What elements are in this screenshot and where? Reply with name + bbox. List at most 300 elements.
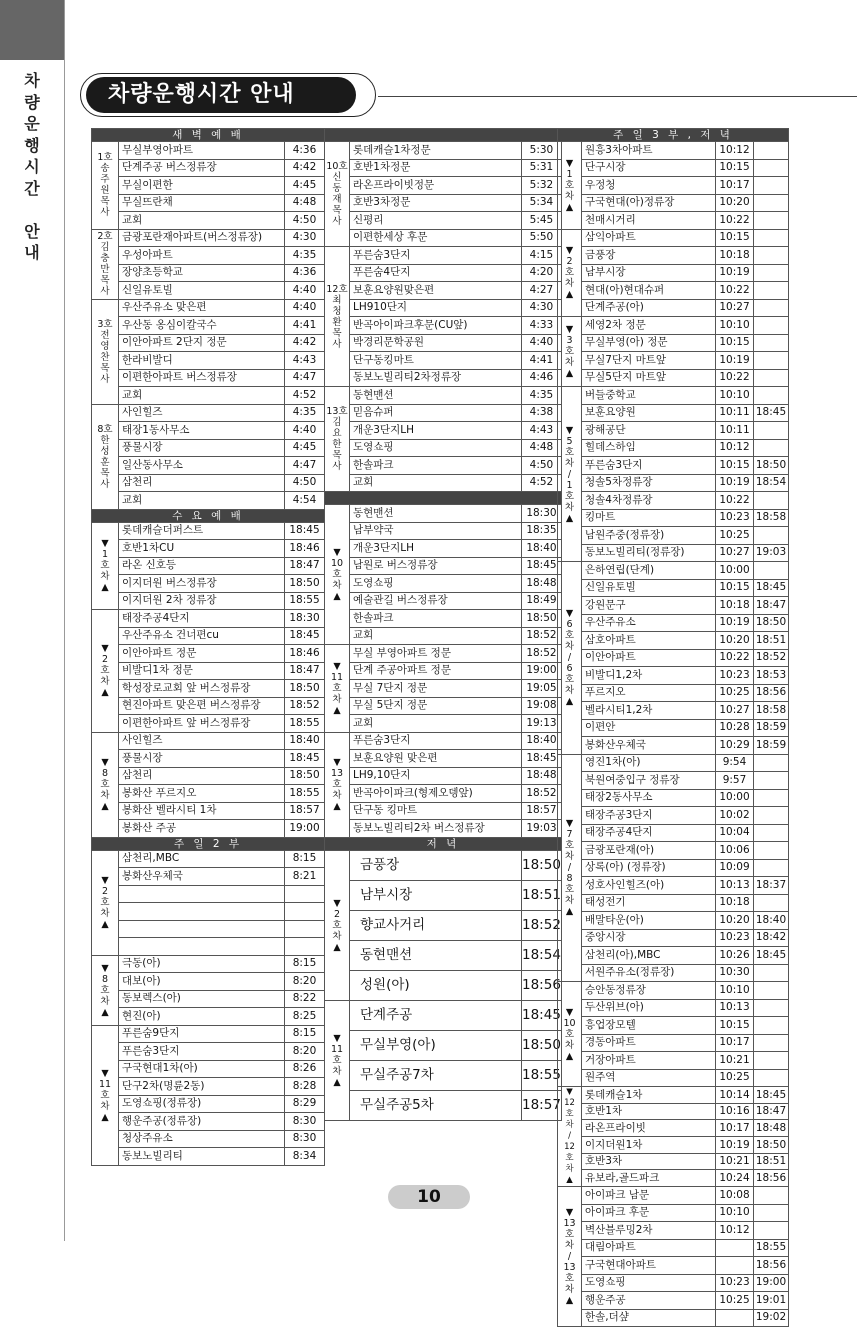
vehicle-label-part: 주 [100, 174, 110, 186]
departure-time: 10:19 [716, 614, 754, 632]
departure-time: 18:57 [285, 802, 325, 820]
vehicle-label-part: 차 [564, 641, 575, 653]
stop-name: 중앙시장 [582, 929, 716, 947]
stop-name: 성원(아) [350, 970, 522, 1000]
schedule-table [557, 128, 789, 1327]
vehicle-label-part: 3 [566, 335, 573, 346]
departure-time: 10:20 [716, 912, 754, 930]
evening-time: 19:03 [754, 544, 789, 562]
stop-name: 태장2동사무소 [582, 789, 716, 807]
stop-name: 신평리 [350, 212, 522, 230]
vehicle-label-part: 차 [332, 693, 342, 705]
departure-time: 8:29 [285, 1095, 325, 1113]
schedule-column-2 [324, 128, 562, 1121]
table-row [558, 387, 789, 405]
section-header [325, 129, 562, 142]
stop-name: 이편한아파트 앞 버스정류장 [119, 715, 285, 733]
vehicle-label-part: 호 [565, 1153, 574, 1163]
stop-name: LH9,10단지 [350, 767, 522, 785]
departure-time: 18:46 [285, 645, 325, 663]
table-row [558, 1292, 789, 1310]
vehicle-label-part: 차 [332, 790, 342, 801]
stop-name: 청상주유소 [119, 1130, 285, 1148]
vehicle-label-part: 사 [332, 216, 342, 227]
vehicle-label [325, 142, 350, 247]
vehicle-label-part: 동 [332, 183, 342, 194]
vehicle-label-part: 차 [565, 1164, 574, 1174]
table-row [558, 247, 789, 265]
stop-name: 박경리문학공원 [350, 334, 522, 352]
vehicle-label-part: ▲ [565, 512, 574, 524]
table-row [558, 824, 789, 842]
table-row [558, 509, 789, 527]
departure-time: 10:18 [716, 894, 754, 912]
stop-name: 반곡아이파크후문(CU앞) [350, 317, 522, 335]
departure-time: 10:11 [716, 404, 754, 422]
stop-name: 북원여중입구 정류장 [582, 772, 716, 790]
departure-time: 4:36 [285, 264, 325, 282]
departure-time: 5:30 [522, 142, 562, 160]
departure-time: 18:54 [522, 940, 562, 970]
stop-name: 무실부영(아) [350, 1030, 522, 1060]
page-number: 10 [388, 1185, 470, 1209]
stop-name: 금광포란재아파트(버스정류장) [119, 229, 285, 247]
stop-name: 무실부영(아) 정문 [582, 334, 716, 352]
vehicle-label-part: 호 [100, 779, 110, 790]
vehicle-label [92, 1025, 119, 1165]
vehicle-label-part: 호 [100, 1089, 110, 1101]
stop-name: 라온 신호등 [119, 557, 285, 575]
evening-time [754, 142, 789, 160]
stop-name: 예술관길 버스정류장 [350, 592, 522, 610]
evening-time [754, 982, 789, 1000]
evening-time [754, 1204, 789, 1222]
stop-name: 신일유토빌 [119, 282, 285, 300]
stop-name: 장양초등학교 [119, 264, 285, 282]
table-row [558, 562, 789, 580]
departure-time: 8:20 [285, 973, 325, 991]
evening-time [754, 772, 789, 790]
vehicle-label-part: 차 [564, 501, 575, 513]
table-row [92, 575, 325, 593]
sidebar-vertical-title [20, 70, 44, 264]
departure-time: 4:41 [522, 352, 562, 370]
page-title: 차량운행시간 안내 [86, 77, 356, 113]
table-row [92, 492, 325, 510]
vehicle-label-part: 목 [332, 450, 342, 461]
stop-name: 동보노빌리티2차정류장 [350, 369, 522, 387]
departure-time: 10:13 [716, 999, 754, 1017]
table-row [558, 1153, 789, 1170]
vehicle-label-part: ▼ [333, 1032, 341, 1044]
evening-time: 18:45 [754, 579, 789, 597]
table-row [325, 802, 562, 820]
stop-name: 단구시장 [582, 159, 716, 177]
evening-time: 18:50 [754, 614, 789, 632]
stop-name: 단구동 킹마트 [350, 802, 522, 820]
vehicle-label-part: 11 [98, 1078, 112, 1090]
departure-time: 10:11 [716, 422, 754, 440]
departure-time: 10:06 [716, 842, 754, 860]
vehicle-label-part: ▲ [565, 696, 574, 708]
vehicle-label-part: ▲ [565, 368, 574, 379]
departure-time [716, 1257, 754, 1275]
departure-time: 4:35 [285, 247, 325, 265]
stop-name: 개운3단지LH [350, 540, 522, 558]
departure-time: 10:20 [716, 632, 754, 650]
table-row [92, 1043, 325, 1061]
table-row [558, 772, 789, 790]
vehicle-label-part: 전 [100, 329, 110, 341]
stop-name: 푸른숨9단지 [119, 1025, 285, 1043]
vehicle-label-part: 1 [566, 479, 573, 491]
stop-name: 봉화산 푸르지오 [119, 785, 285, 803]
stop-name: 봉화산우체국 [582, 737, 716, 755]
stop-name: 비발디1,2차 [582, 667, 716, 685]
departure-time: 18:45 [522, 557, 562, 575]
vehicle-label-part: 3호 [97, 318, 113, 330]
departure-time: 10:12 [716, 1222, 754, 1240]
table-row [325, 334, 562, 352]
stop-name: 단구동킹마트 [350, 352, 522, 370]
departure-time: 18:40 [522, 540, 562, 558]
vehicle-label-part: ▼ [565, 1207, 574, 1218]
stop-name: 호반1차 [582, 1103, 716, 1120]
table-row [325, 592, 562, 610]
sidebar [0, 0, 64, 1241]
table-row [558, 842, 789, 860]
vehicle-label-part: 차 [564, 457, 575, 469]
vehicle-label-part: ▲ [333, 941, 341, 953]
evening-time: 18:54 [754, 474, 789, 492]
departure-time: 19:00 [285, 820, 325, 838]
vehicle-label-part: 사 [100, 286, 110, 297]
stop-name: 두산위브(아) [582, 999, 716, 1017]
departure-time: 8:28 [285, 1078, 325, 1096]
vehicle-label-part: ▼ [101, 643, 109, 655]
vehicle-label-part: 목 [100, 467, 110, 479]
stop-name: 무실뜨란채 [119, 194, 285, 212]
stop-name: 광해공단 [582, 422, 716, 440]
table-row [558, 492, 789, 510]
table-row [558, 299, 789, 317]
table-row [558, 649, 789, 667]
table-row [92, 697, 325, 715]
table-row [325, 1060, 562, 1090]
vehicle-label-part: 차 [564, 278, 575, 290]
table-row [558, 947, 789, 965]
table-row [92, 457, 325, 475]
table-row [92, 264, 325, 282]
table-row [325, 177, 562, 195]
vehicle-label-part: ▼ [565, 245, 574, 257]
departure-time: 10:12 [716, 439, 754, 457]
departure-time: 4:20 [522, 264, 562, 282]
vehicle-label-part: 1 [566, 168, 573, 180]
table-row [325, 767, 562, 785]
table-row [558, 317, 789, 335]
stop-name: 단계주공(아) [582, 299, 716, 317]
stop-name: 신일유토빌 [582, 579, 716, 597]
evening-time [754, 999, 789, 1017]
table-row [558, 142, 789, 160]
stop-name: 이편한세상 후문 [350, 229, 522, 247]
stop-name: 대림아파트 [582, 1239, 716, 1257]
departure-time: 8:34 [285, 1148, 325, 1166]
vehicle-label-part: 2 [333, 908, 341, 920]
table-row [325, 680, 562, 698]
vehicle-label-part: 8 [566, 873, 573, 885]
table-row [325, 505, 562, 523]
evening-time [754, 439, 789, 457]
vehicle-label-part: 호 [564, 674, 575, 686]
table-row [92, 850, 325, 868]
title-badge [80, 73, 380, 117]
evening-time: 18:59 [754, 719, 789, 737]
stop-name: 학성장로교회 앞 버스정류장 [119, 680, 285, 698]
departure-time: 8:15 [285, 850, 325, 868]
table-row [92, 1095, 325, 1113]
vehicle-label-part: 차 [100, 676, 110, 688]
stop-name: 승안동정류장 [582, 982, 716, 1000]
vehicle-label [558, 142, 582, 230]
vehicle-label-part: 호 [100, 665, 110, 677]
table-row [558, 474, 789, 492]
stop-name: 롯데캐슬더퍼스트 [119, 522, 285, 540]
section-header: 저 녁 [325, 837, 562, 850]
vehicle-label-part: ▼ [566, 1087, 573, 1097]
table-row [92, 1148, 325, 1166]
evening-time: 18:47 [754, 1103, 789, 1120]
table-row [558, 999, 789, 1017]
departure-time: 18:56 [522, 970, 562, 1000]
evening-time [754, 1017, 789, 1035]
departure-time [285, 903, 325, 921]
vehicle-label-part: ▼ [565, 424, 574, 436]
table-row [325, 317, 562, 335]
departure-time: 5:45 [522, 212, 562, 230]
departure-time: 18:50 [285, 680, 325, 698]
evening-time [754, 1069, 789, 1087]
departure-time: 4:48 [285, 194, 325, 212]
table-row [558, 352, 789, 370]
stop-name: 단계주공 [350, 1000, 522, 1030]
vehicle-label-part: 1호 [97, 152, 113, 164]
vehicle-label-part: ▲ [333, 1076, 341, 1088]
departure-time: 10:12 [716, 142, 754, 160]
stop-name: 무실 부영아파트 정문 [350, 645, 522, 663]
stop-name: 삼익아파트 [582, 229, 716, 247]
vehicle-label [558, 1087, 582, 1187]
departure-time: 4:54 [285, 492, 325, 510]
stop-name: 호반3차 [582, 1153, 716, 1170]
departure-time: 10:25 [716, 527, 754, 545]
departure-time: 10:10 [716, 982, 754, 1000]
vehicle-label-part: ▲ [565, 201, 574, 213]
stop-name: 행운주공(정류장) [119, 1113, 285, 1131]
vehicle-label-part: 김 [332, 417, 342, 428]
vehicle-label-part: 신 [332, 172, 342, 183]
table-row [325, 732, 562, 750]
stop-name: 삼천리 [119, 767, 285, 785]
departure-time: 10:10 [716, 387, 754, 405]
departure-time: 19:05 [522, 680, 562, 698]
table-row [325, 229, 562, 247]
evening-time: 18:59 [754, 737, 789, 755]
departure-time: 10:02 [716, 807, 754, 825]
departure-time: 4:40 [522, 334, 562, 352]
evening-time: 18:56 [754, 1170, 789, 1187]
evening-time [754, 842, 789, 860]
evening-time: 18:37 [754, 877, 789, 895]
departure-time: 10:25 [716, 684, 754, 702]
vehicle-label-part: ▼ [333, 547, 341, 558]
evening-time: 19:02 [754, 1309, 789, 1327]
departure-time [285, 938, 325, 956]
departure-time: 18:52 [522, 627, 562, 645]
table-row [92, 955, 325, 973]
evening-time [754, 492, 789, 510]
departure-time: 4:33 [522, 317, 562, 335]
stop-name: 우산주유소 [582, 614, 716, 632]
stop-name: 한라비발디 [119, 352, 285, 370]
table-row [92, 662, 325, 680]
stop-name: 태장주공4단지 [119, 610, 285, 628]
table-row [92, 317, 325, 335]
departure-time: 18:49 [522, 592, 562, 610]
table-row [92, 422, 325, 440]
table-row [558, 457, 789, 475]
vehicle-label-part: / [568, 1131, 571, 1141]
table-row [92, 474, 325, 492]
departure-time: 4:52 [285, 387, 325, 405]
vehicle-label-part: 2 [101, 886, 109, 897]
table-row [325, 352, 562, 370]
vehicle-label [558, 229, 582, 317]
vehicle-label [558, 387, 582, 562]
table-row [92, 820, 325, 838]
stop-name: 단계주공 버스정류장 [119, 159, 285, 177]
table-row [558, 1274, 789, 1292]
vehicle-label-part: ▼ [565, 324, 574, 335]
table-row [558, 369, 789, 387]
schedule-table [91, 128, 325, 1166]
schedule-column-3 [557, 128, 789, 1327]
table-row [558, 527, 789, 545]
table-row [558, 544, 789, 562]
departure-time: 4:36 [285, 142, 325, 160]
table-row [325, 880, 562, 910]
stop-name: 현대(아)현대슈퍼 [582, 282, 716, 300]
table-row [558, 702, 789, 720]
stop-name [119, 920, 285, 938]
stop-name: 동보노빌리티(정류장) [582, 544, 716, 562]
stop-name: 청솔4차정류장 [582, 492, 716, 510]
departure-time: 10:17 [716, 1034, 754, 1052]
departure-time: 18:48 [522, 575, 562, 593]
vehicle-label-part: 2호 [97, 231, 113, 242]
table-row [325, 247, 562, 265]
vehicle-label-part: 8 [101, 768, 109, 779]
stop-name: 교회 [119, 492, 285, 510]
table-row [558, 964, 789, 982]
departure-time: 18:50 [522, 610, 562, 628]
departure-time: 10:23 [716, 929, 754, 947]
table-row [325, 369, 562, 387]
table-row [92, 557, 325, 575]
departure-time: 18:52 [522, 645, 562, 663]
departure-time: 18:57 [522, 1090, 562, 1120]
departure-time: 4:40 [285, 422, 325, 440]
table-row [325, 1090, 562, 1120]
vehicle-label-part: 호 [564, 446, 575, 458]
vehicle-label-part: 호 [564, 490, 575, 502]
vehicle-label-part: ▼ [565, 818, 574, 830]
section-header: 새 벽 예 배 [92, 129, 325, 142]
vehicle-label-part: 호 [564, 630, 575, 642]
sidebar-char: 행 [24, 135, 40, 155]
vehicle-label-part: 충 [100, 253, 110, 264]
evening-time [754, 159, 789, 177]
evening-time [754, 212, 789, 230]
departure-time: 4:46 [522, 369, 562, 387]
schedule-column-1 [91, 128, 325, 1166]
stop-name: 배말타운(아) [582, 912, 716, 930]
vehicle-label [92, 142, 119, 230]
stop-name: 성호사인힐즈(아) [582, 877, 716, 895]
vehicle-label-part: 차 [332, 580, 342, 591]
table-row [92, 540, 325, 558]
stop-name: 호반3차정문 [350, 194, 522, 212]
evening-time [754, 352, 789, 370]
vehicle-label-part: ▲ [333, 801, 341, 812]
table-row [92, 522, 325, 540]
vehicle-label-part: 차 [100, 571, 110, 583]
departure-time: 4:50 [522, 457, 562, 475]
evening-time [754, 299, 789, 317]
vehicle-label [325, 1000, 350, 1120]
evening-time: 18:51 [754, 1153, 789, 1170]
vehicle-label-part: 원 [100, 185, 110, 197]
sidebar-char: 량 [24, 92, 40, 112]
stop-name: 구국현대1차(아) [119, 1060, 285, 1078]
table-row [325, 540, 562, 558]
table-row [325, 474, 562, 492]
departure-time: 10:04 [716, 824, 754, 842]
evening-time: 19:00 [754, 1274, 789, 1292]
table-row [325, 212, 562, 230]
table-row [558, 579, 789, 597]
vehicle-label-part: 호 [332, 779, 342, 790]
departure-time: 10:27 [716, 702, 754, 720]
departure-time: 10:24 [716, 1170, 754, 1187]
evening-time: 18:51 [754, 632, 789, 650]
stop-name: 금풍장 [582, 247, 716, 265]
stop-name: 교회 [350, 715, 522, 733]
stop-name: 보훈요양원맞은편 [350, 282, 522, 300]
table-row [325, 159, 562, 177]
departure-time: 9:54 [716, 754, 754, 772]
stop-name: 반곡아이파크(형제오뎅앞) [350, 785, 522, 803]
section-header: 주 일 3 부 , 저 녁 [558, 129, 789, 142]
stop-name: 호반1차CU [119, 540, 285, 558]
departure-time: 18:52 [522, 910, 562, 940]
stop-name: 일산동사무소 [119, 457, 285, 475]
departure-time: 10:19 [716, 352, 754, 370]
vehicle-label-part: 호 [100, 897, 110, 908]
evening-time [754, 789, 789, 807]
stop-name: 보훈요양원 [582, 404, 716, 422]
